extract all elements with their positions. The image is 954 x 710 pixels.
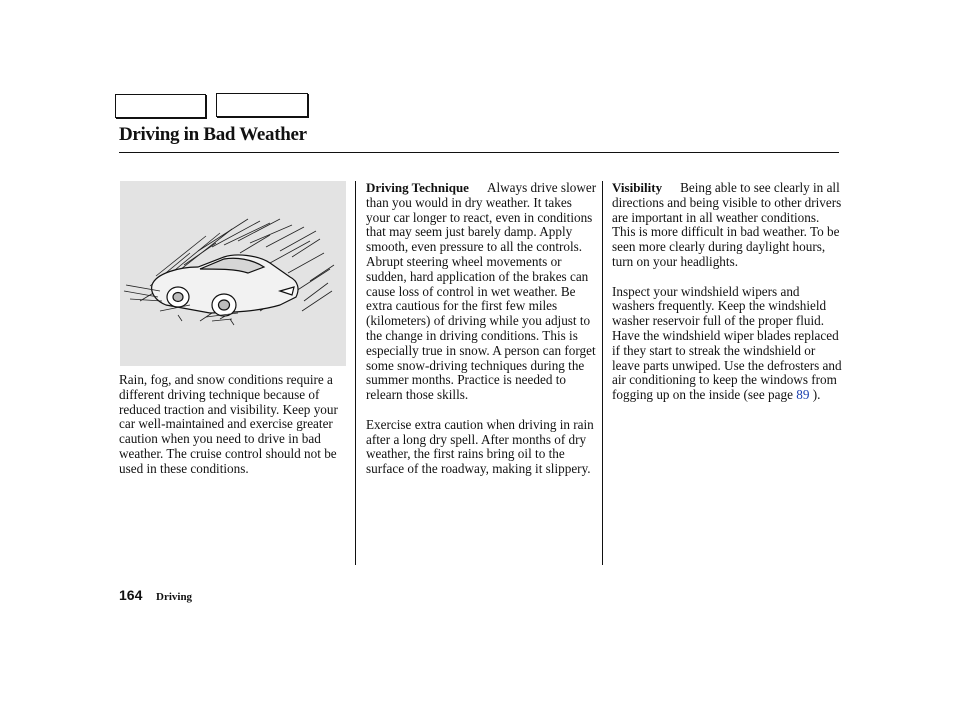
wipers-text: Inspect your windshield wipers and washers frequently. Keep the windshield washer reservoir full of the proper fluid. Have the windshield wiper blades replaced if they start to streak the windshield or leave parts unwiped. Use the defrosters and air conditioning to keep the windows from fogging up on the inside (see page bbox=[612, 283, 842, 403]
page-number: 164 bbox=[119, 587, 143, 603]
car-in-rain-icon bbox=[120, 181, 346, 366]
wipers-text-end: ). bbox=[809, 387, 821, 403]
section-label: Driving bbox=[156, 591, 193, 603]
intro-paragraph: Rain, fog, and snow conditions require a different driving technique because of reduced traction and visibility. Keep your car well-maintained and exercise greater caution when you need to drive in bad weather. The cruise control should not be used in these conditions. bbox=[119, 372, 338, 476]
title-divider bbox=[119, 152, 839, 153]
visibility-paragraph bbox=[612, 181, 842, 270]
car-in-rain-illustration bbox=[120, 181, 346, 366]
column-divider bbox=[602, 181, 603, 565]
driving-technique-text: Always drive slower than you would in dry weather. It takes your car longer to react, even in conditions that may seem just barely damp. Apply smooth, even pressure to all the controls. Abrupt steering wheel movements or sudden, hard application of the brakes can cause loss of control in wet weather. Be extra cautious for the first few miles (kilometers) of driving while you adjust to the change in driving conditions. This is especially true in snow. A person can forget some snow-driving techniques during the summer months. Practice is needed to relearn those skills. bbox=[366, 180, 597, 403]
column-divider bbox=[355, 181, 356, 565]
wipers-paragraph bbox=[612, 285, 842, 403]
driving-technique-column bbox=[366, 181, 598, 492]
visibility-heading: Visibility bbox=[612, 180, 663, 195]
visibility-column bbox=[612, 181, 842, 418]
intro-column bbox=[119, 373, 347, 491]
nav-tab-contents[interactable] bbox=[115, 94, 206, 118]
driving-technique-heading: Driving Technique bbox=[366, 180, 469, 195]
visibility-text: Being able to see clearly in all directions and being visible to other drivers are important in all weather conditions. This is more difficult in bad weather. To be seen more clearly during daylight hours, turn on your headlights. bbox=[612, 180, 842, 269]
driving-technique-paragraph bbox=[366, 181, 598, 403]
page-reference-link[interactable]: 89 bbox=[796, 387, 810, 403]
page-title: Driving in Bad Weather bbox=[119, 124, 307, 145]
rain-caution-paragraph: Exercise extra caution when driving in rain after a long dry spell. After months of dry weather, the first rains bring oil to the surface of the roadway, making it slippery. bbox=[366, 416, 594, 477]
nav-tab-index[interactable] bbox=[216, 93, 308, 117]
